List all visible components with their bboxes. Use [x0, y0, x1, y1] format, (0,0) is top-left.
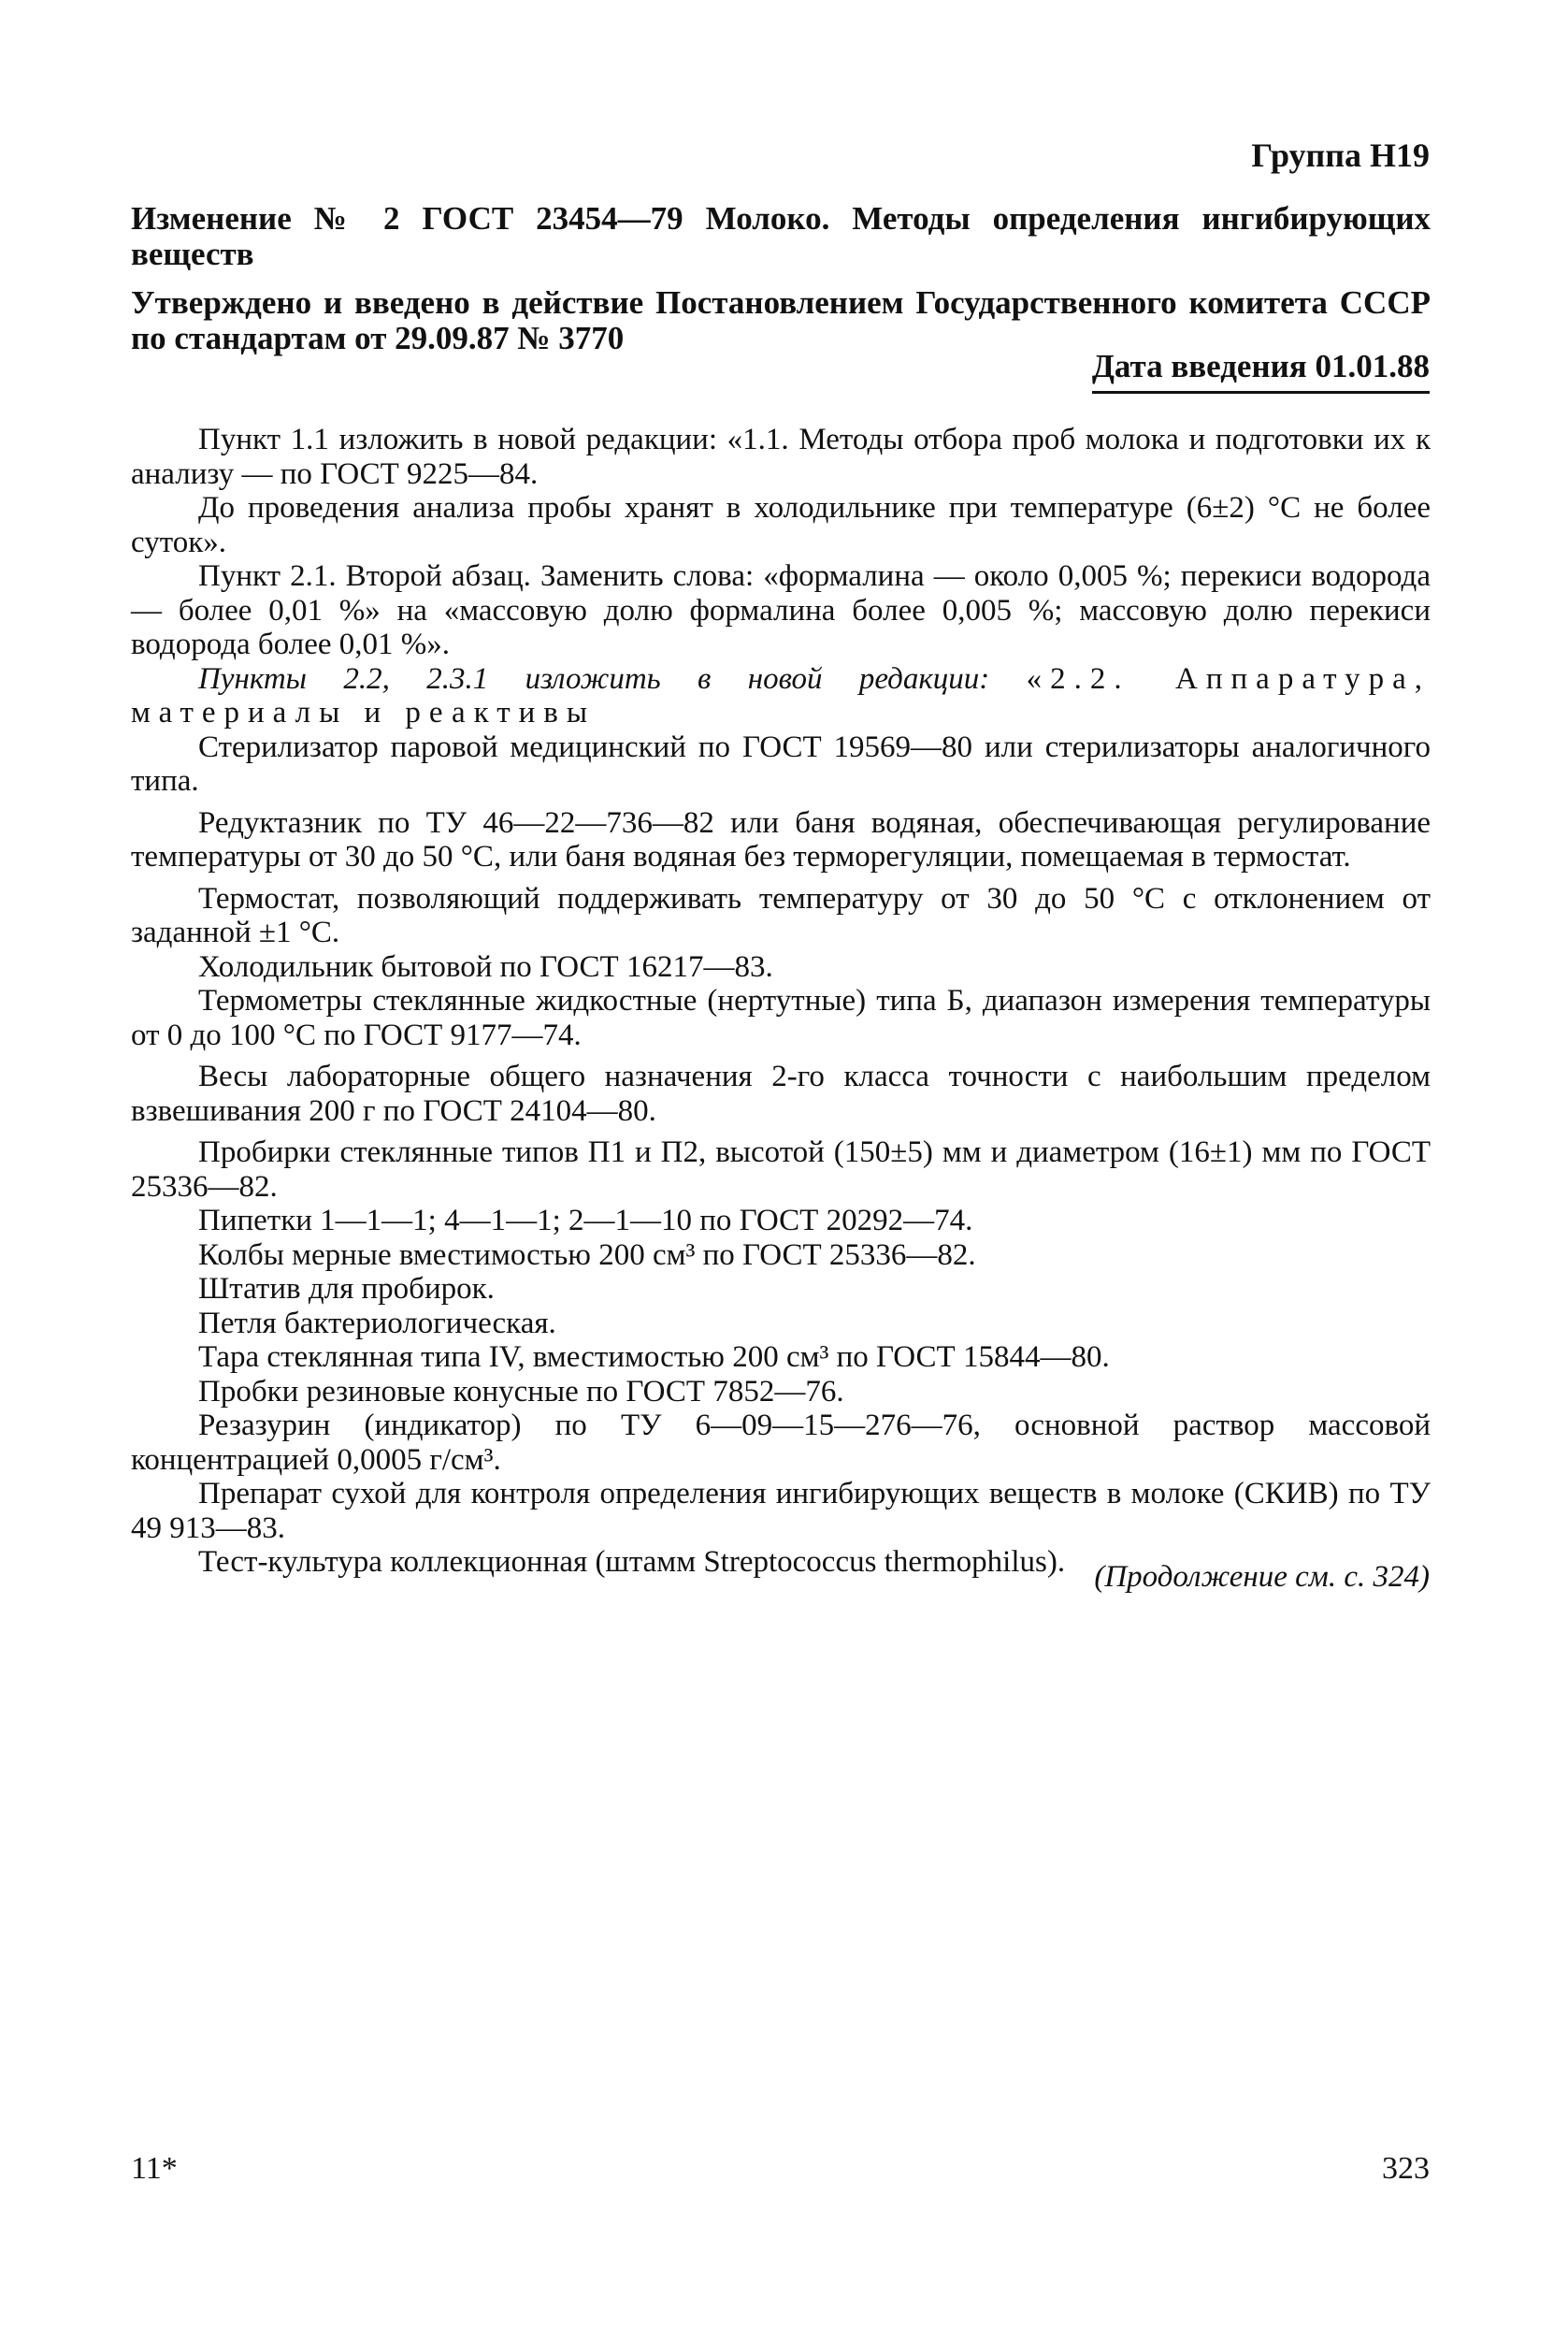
effective-date: Дата введения 01.01.88 [1092, 348, 1430, 394]
page-number: 323 [1382, 2151, 1430, 2186]
item-thermometers: Термометры стеклянные жидкостные (нертутные) типа Б, диапазон измерения температуры от 0 до 100 °С по ГОСТ 9177—74. [131, 984, 1431, 1052]
item-skiv: Препарат сухой для контроля определения ингибирующих веществ в молоке (СКИВ) по ТУ 49 913—83. [131, 1477, 1431, 1545]
item-stoppers: Пробки резиновые конусные по ГОСТ 7852—76. [198, 1374, 844, 1409]
group-label: Группа Н19 [1251, 137, 1430, 174]
item-glass-container: Тара стеклянная типа IV, вместимостью 200 см³ по ГОСТ 15844—80. [198, 1340, 1110, 1374]
paragraph-1-1: Пункт 1.1 изложить в новой редакции: «1.1. Методы отбора проб молока и подготовки их к анализу — по ГОСТ 9225—84. [131, 423, 1431, 491]
paragraph-2-2-heading: «2.2. Аппаратура, материалы и реактивы [131, 661, 1431, 730]
item-flasks: Колбы мерные вместимостью 200 см³ по ГОСТ 25336—82. [198, 1237, 976, 1272]
paragraph-2-2 [131, 662, 1431, 730]
item-tube-rack: Штатив для пробирок. [198, 1272, 495, 1306]
change-title: Изменение № 2 ГОСТ 23454—79 Молоко. Методы определения ингибирующих веществ [131, 200, 1431, 272]
footer-signature-mark: 11* [131, 2151, 178, 2186]
item-thermostat: Термостат, позволяющий поддерживать температуру от 30 до 50 °С с отклонением от заданной ±1 °С. [131, 881, 1431, 949]
item-test-culture: Тест-культура коллекционная (штамм Streptococcus thermophilus). [198, 1545, 1066, 1579]
paragraph-2-1: Пункт 2.1. Второй абзац. Заменить слова: «формалина — около 0,005 %; перекиси водорода — более 0,01 %» на «массовую долю формалина более 0,005 %; массовую долю перекиси водорода более 0,01 %». [131, 559, 1431, 661]
paragraph-2-2-lead: Пункты 2.2, 2.3.1 изложить в новой редакции: [198, 661, 990, 696]
item-sterilizer: Стерилизатор паровой медицинский по ГОСТ 19569—80 или стерилизаторы аналогичного типа. [131, 730, 1431, 798]
continuation-note: (Продолжение см. с. 324) [1094, 1560, 1430, 1594]
effective-date-wrap [1092, 348, 1430, 394]
item-refrigerator: Холодильник бытовой по ГОСТ 16217—83. [198, 949, 773, 984]
item-scales: Весы лабораторные общего назначения 2-го класса точности с наибольшим пределом взвешивания 200 г по ГОСТ 24104—80. [131, 1060, 1431, 1128]
item-pipettes: Пипетки 1—1—1; 4—1—1; 2—1—10 по ГОСТ 20292—74. [198, 1204, 973, 1237]
item-loop: Петля бактериологическая. [198, 1306, 556, 1340]
item-resazurin: Резазурин (индикатор) по ТУ 6—09—15—276—76, основной раствор массовой концентрацией 0,0005 г/см³. [131, 1409, 1431, 1477]
approval-statement: Утверждено и введено в действие Постановлением Государственного комитета СССР по стандартам от 29.09.87 № 3770 [131, 284, 1431, 356]
document-body [131, 423, 1431, 1580]
item-test-tubes: Пробирки стеклянные типов П1 и П2, высотой (150±5) мм и диаметром (16±1) мм по ГОСТ 25336—82. [131, 1135, 1431, 1204]
paragraph-storage: До проведения анализа пробы хранят в холодильнике при температуре (6±2) °С не более суток». [131, 491, 1431, 559]
item-reductase: Редуктазник по ТУ 46—22—736—82 или баня водяная, обеспечивающая регулирование температуры от 30 до 50 °С, или баня водяная без терморегуляции, помещаемая в термостат. [131, 805, 1431, 874]
